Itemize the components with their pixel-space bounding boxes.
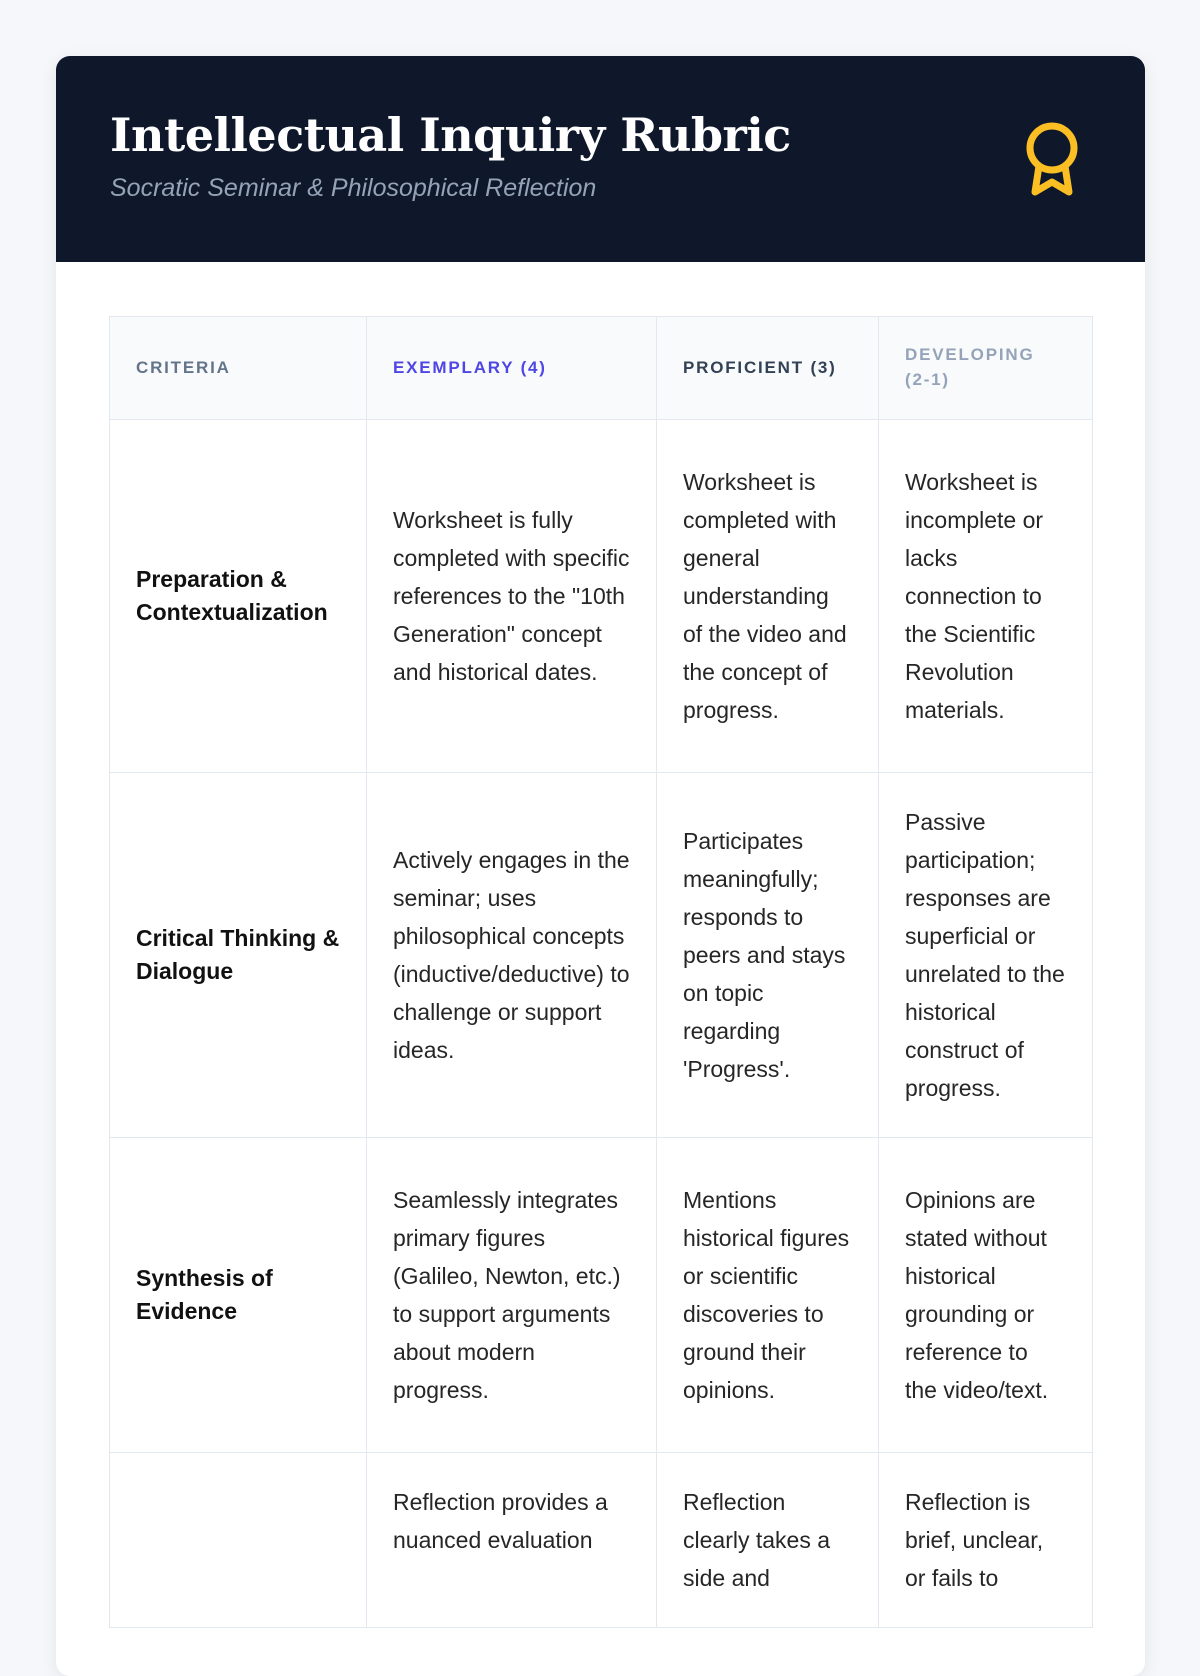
table-row (110, 773, 1093, 1138)
criteria-cell: Preparation & Contextualization (110, 420, 367, 773)
developing-cell: Reflection is brief, unclear, or fails to (879, 1453, 1093, 1628)
developing-cell: Worksheet is incomplete or lacks connection to the Scientific Revolution materials. (879, 420, 1093, 773)
table-row (110, 1453, 1093, 1628)
rubric-card (56, 56, 1145, 1676)
criteria-cell: Critical Thinking & Dialogue (110, 773, 367, 1138)
exemplary-cell: Worksheet is fully completed with specific references to the "10th Generation" concept and historical dates. (367, 420, 657, 773)
proficient-cell: Reflection clearly takes a side and (657, 1453, 879, 1628)
page-subtitle: Socratic Seminar & Philosophical Reflection (110, 174, 597, 202)
exemplary-cell: Reflection provides a nuanced evaluation (367, 1453, 657, 1628)
exemplary-cell: Actively engages in the seminar; uses philosophical concepts (inductive/deductive) to challenge or support ideas. (367, 773, 657, 1138)
column-header-exemplary: EXEMPLARY (4) (367, 317, 657, 420)
column-header-criteria: CRITERIA (110, 317, 367, 420)
rubric-header (56, 56, 1145, 262)
page-title: Intellectual Inquiry Rubric (110, 108, 791, 162)
exemplary-cell: Seamlessly integrates primary figures (Galileo, Newton, etc.) to support arguments about modern progress. (367, 1138, 657, 1453)
proficient-cell: Mentions historical figures or scientific discoveries to ground their opinions. (657, 1138, 879, 1453)
table-row (110, 420, 1093, 773)
criteria-cell (110, 1453, 367, 1628)
rubric-table-container (109, 316, 1092, 1628)
rubric-table (109, 316, 1093, 1628)
proficient-cell: Participates meaningfully; responds to peers and stays on topic regarding 'Progress'. (657, 773, 879, 1138)
table-row (110, 1138, 1093, 1453)
criteria-cell: Synthesis of Evidence (110, 1138, 367, 1453)
developing-cell: Opinions are stated without historical grounding or reference to the video/text. (879, 1138, 1093, 1453)
column-header-proficient: PROFICIENT (3) (657, 317, 879, 420)
column-header-developing: DEVELOPING (2-1) (879, 317, 1093, 420)
table-header-row (110, 317, 1093, 420)
proficient-cell: Worksheet is completed with general understanding of the video and the concept of progress. (657, 420, 879, 773)
developing-cell: Passive participation; responses are superficial or unrelated to the historical construct of progress. (879, 773, 1093, 1138)
award-icon (1024, 118, 1080, 198)
